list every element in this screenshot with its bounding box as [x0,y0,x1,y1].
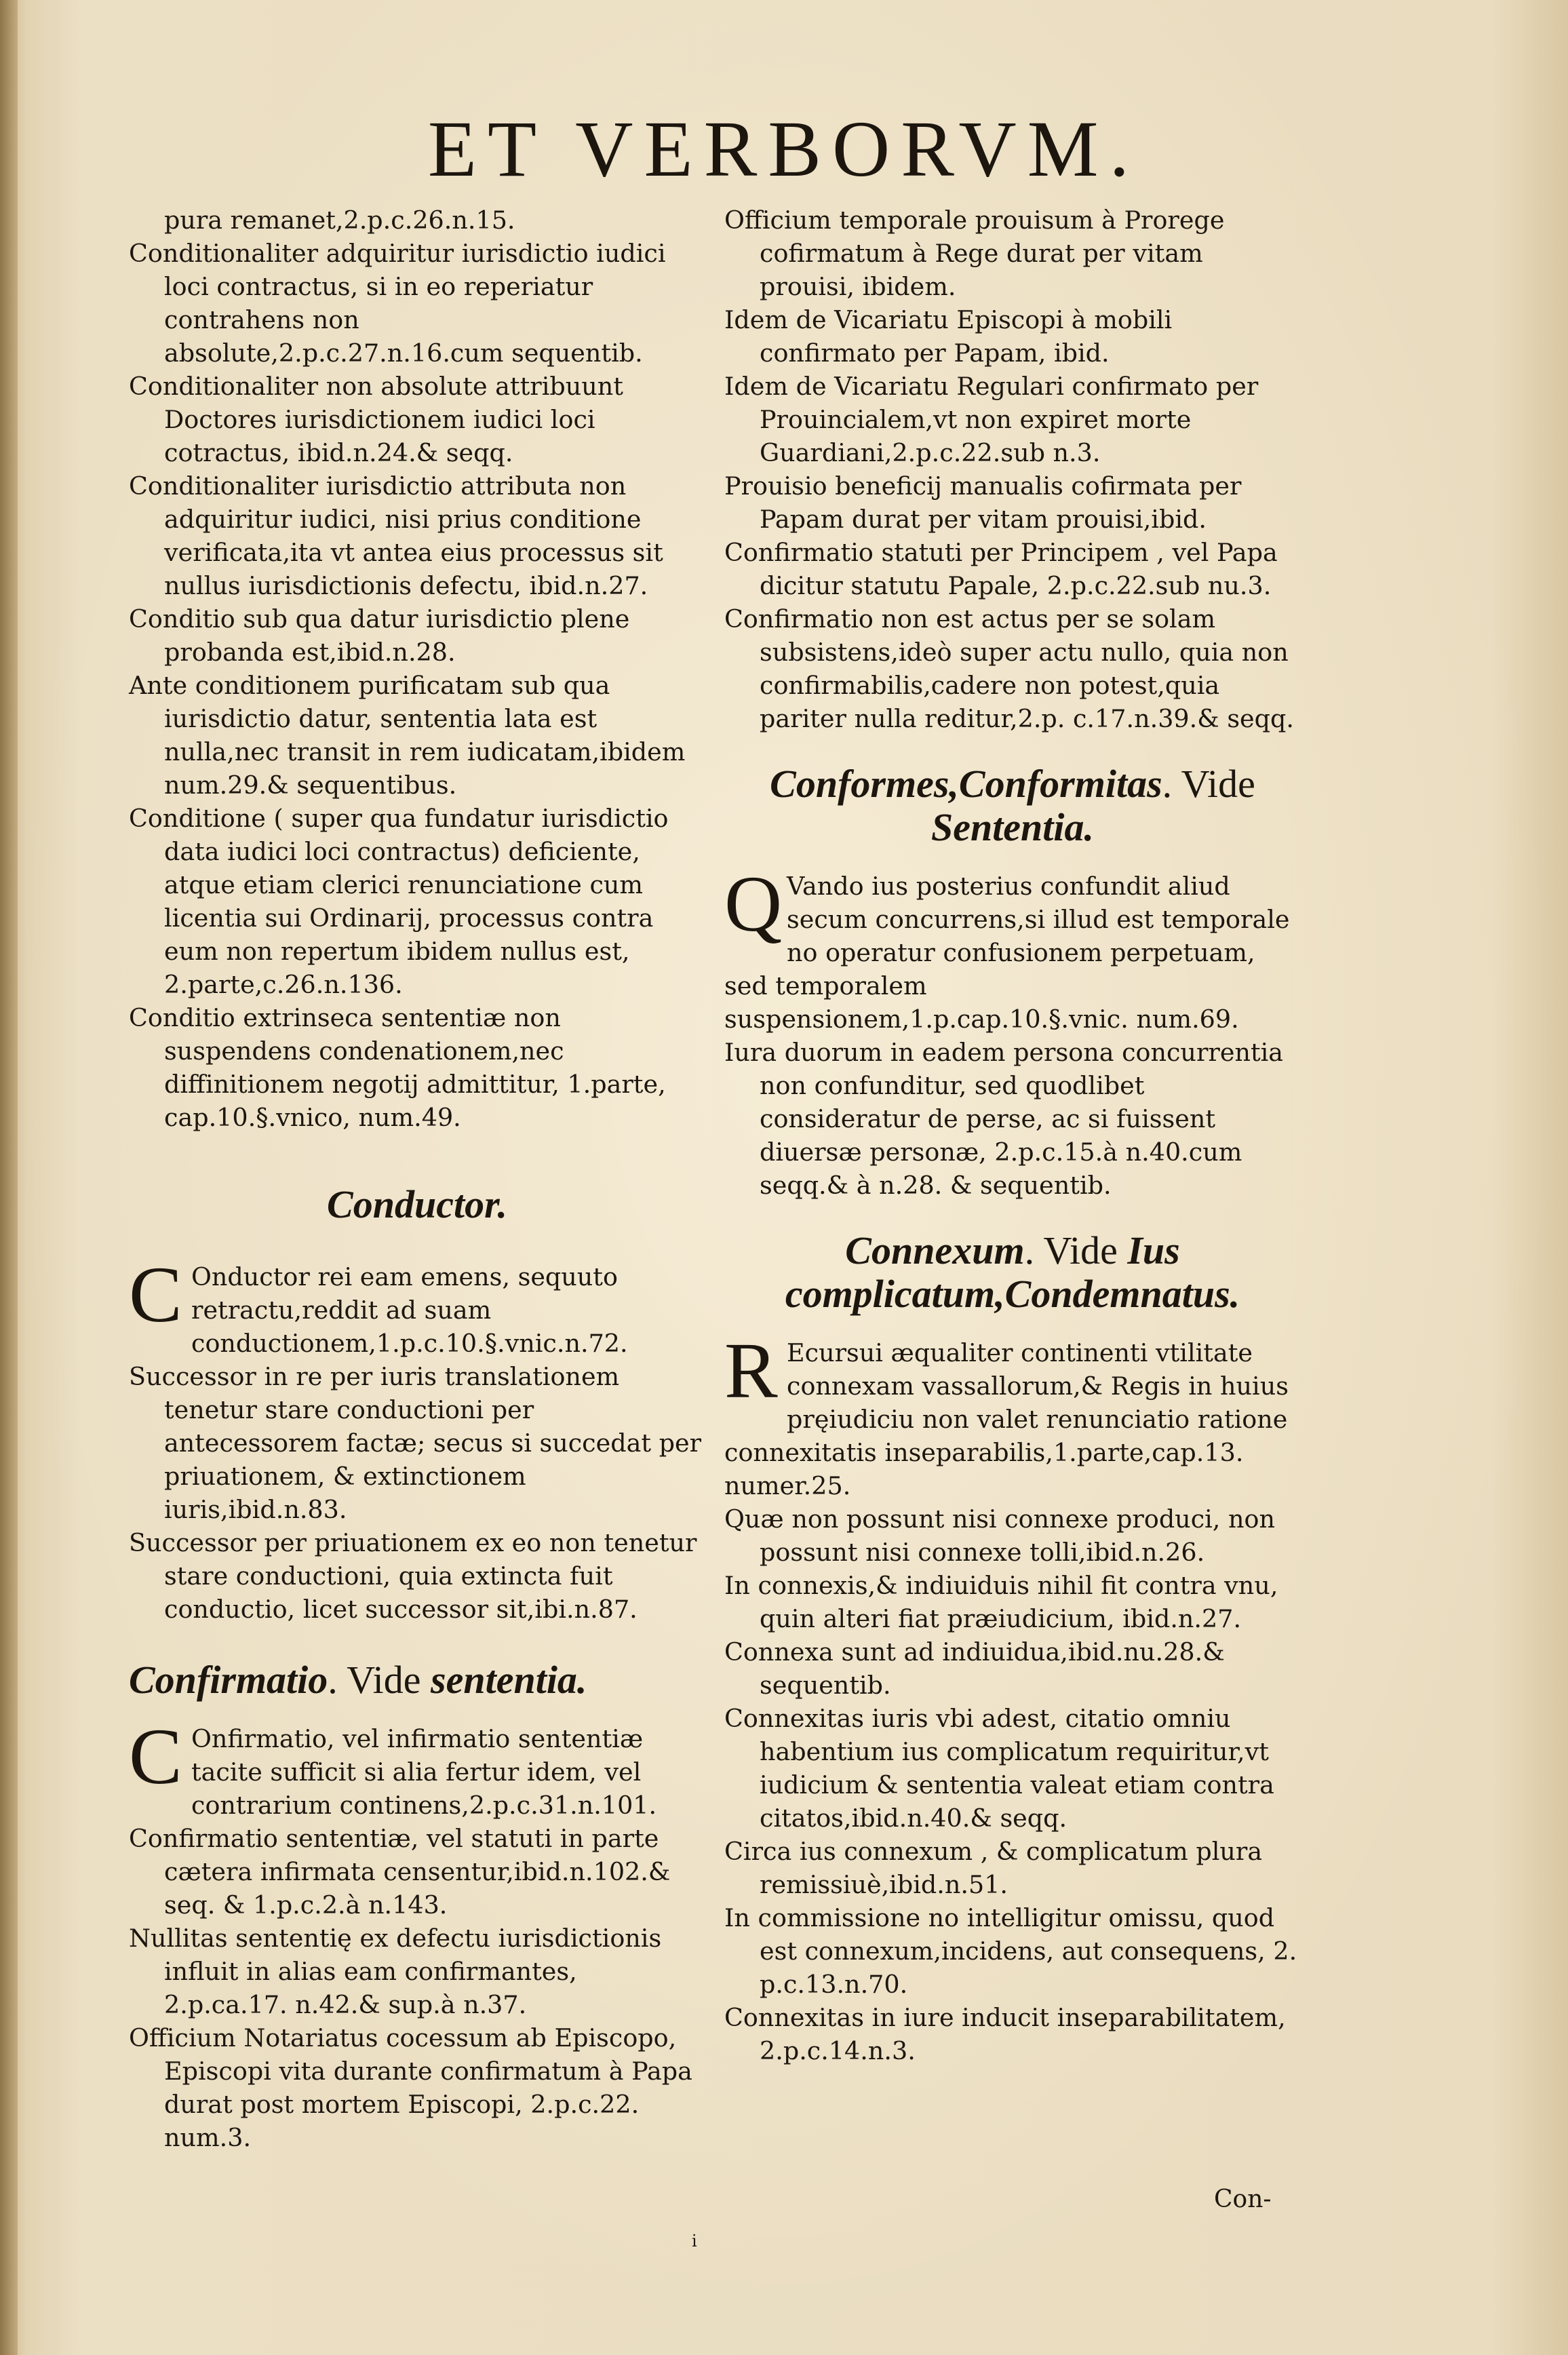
index-entry: In commissione no intelligitur omissu, quod est connexum,incidens, aut consequens, 2. p.c.13.n.70. [724,1903,1297,1999]
drop-cap: R [724,1326,778,1415]
index-entry: Conditio sub qua datur iurisdictio plene probanda est,ibid.n.28. [129,604,630,667]
heading-vide: . Vide [1024,1228,1128,1272]
heading-term: Confirmatio [129,1658,328,1702]
index-entry: Circa ius connexum , & complicatum plura remissiuè,ibid.n.51. [724,1837,1263,1899]
index-entry: Conditione ( super qua fundatur iurisdictio data iudici loci contractus) deficiente, atque etiam clerici renunciatione cum licentia sui Ordinarij, processus contra eum non repertum ibidem nullus est, 2.parte,c.26.n.136. [129,804,669,999]
index-entry: Quæ non possunt nisi connexe produci, non possunt nisi connexe tolli,ibid.n.26. [724,1504,1276,1567]
catchword: Con- [1214,2185,1272,2213]
index-entry: Successor in re per iuris translationem tenetur stare conductioni per antecessorem factæ; secus si succedat per priuationem, & extinctionem iuris,ibid.n.83. [129,1362,702,1524]
index-entry [724,1326,1301,1502]
heading-ref: sententia. [431,1658,587,1702]
index-entry: Officium Notariatus cocessum ab Episcopo, Episcopi vita durante confirmatum à Papa durat post mortem Episcopi, 2.p.c.22. num.3. [129,2023,692,2152]
right-column [724,203,1301,2067]
heading-vide: . Vide [1162,762,1255,806]
entry-text: Ecursui æqualiter continenti vtilitate connexam vassallorum,& Regis in huius pręiudiciu non valet renunciatio ratione connexitatis inseparabilis,1.parte,cap.13. numer.25. [724,1338,1289,1500]
index-entry: Idem de Vicariatu Regulari confirmato per Prouincialem,vt non expiret morte Guardiani,2.p.c.22.sub n.3. [724,372,1259,467]
index-entry: Connexa sunt ad indiuidua,ibid.nu.28.& sequentib. [724,1637,1225,1700]
index-entry: Confirmatio sententiæ, vel statuti in parte cætera infirmata censentur,ibid.n.102.& seq. & 1.p.c.2.à n.143. [129,1824,671,1920]
drop-cap: C [129,1250,182,1339]
heading-term: Connexum [845,1228,1025,1272]
index-entry: Idem de Vicariatu Episcopi à mobili confirmato per Papam, ibid. [724,305,1173,368]
heading-vide: . Vide [328,1658,431,1702]
entry-text: Onductor rei eam emens, sequuto retractu,reddit ad suam conductionem,1.p.c.10.§.vnic.n.72. [191,1262,628,1358]
index-entry: Connexitas in iure inducit inseparabilitatem, 2.p.c.14.n.3. [724,2003,1286,2065]
drop-cap: Q [724,859,783,948]
index-entry: Officium temporale prouisum à Prorege cofirmatum à Rege durat per vitam prouisi, ibidem. [724,206,1225,301]
index-entry: Confirmatio non est actus per se solam subsistens,ideò super actu nullo, quia non confirmabilis,cadere non potest,quia pariter nulla reditur,2.p. c.17.n.39.& seqq. [724,604,1294,733]
heading-ref: Ius complicatum,Condemnatus. [785,1228,1240,1316]
index-entry: Prouisio beneficij manualis cofirmata per Papam durat per vitam prouisi,ibid. [724,471,1242,534]
index-entry: Conditionaliter iurisdictio attributa non adquiritur iudici, nisi prius conditione verificata,ita vt antea eius processus sit nullus iurisdictionis defectu, ibid.n.27. [129,471,663,600]
heading-term: Conformes,Conformitas [770,762,1162,806]
index-entry: Iura duorum in eadem persona concurrentia non confunditur, sed quodlibet consideratur de perse, ac si fuissent diuersæ personæ, 2.p.c.15.à n.40.cum seqq.& à n.28. & sequentib. [724,1038,1284,1200]
entry-text: Vando ius posterius confundit aliud secum concurrens,si illud est temporale no operatur confusionem perpetuam, sed temporalem suspensionem,1.p.cap.10.§.vnic. num.69. [724,872,1290,1034]
section-heading-confirmatio [129,1658,705,1702]
drop-cap: C [129,1712,182,1801]
index-entry: In connexis,& indiuiduis nihil fit contra vnu, quin alteri fiat præiudicium, ibid.n.27. [724,1571,1278,1633]
left-column [129,203,705,2154]
index-entry [129,1250,705,1360]
index-entry: Successor per priuationem ex eo non tenetur stare conductioni, quia extincta fuit conductio, licet successor sit,ibi.n.87. [129,1528,697,1624]
index-entry: pura remanet,2.p.c.26.n.15. [164,206,515,235]
index-entry: Confirmatio statuti per Principem , vel Papa dicitur statutu Papale, 2.p.c.22.sub nu.3. [724,538,1278,600]
index-entry [129,1712,705,1822]
heading-term: Conductor. [327,1182,507,1226]
section-heading-connexum [724,1229,1301,1316]
index-entry: Conditionaliter adquiritur iurisdictio iudici loci contractus, si in eo reperiatur contrahens non absolute,2.p.c.27.n.16.cum sequentib. [129,239,666,368]
page-gutter [0,0,18,2355]
signature-mark: i [692,2232,697,2251]
index-entry: Connexitas iuris vbi adest, citatio omniu habentium ius complicatum requiritur,vt iudicium & sententia valeat etiam contra citatos,ibid.n.40.& seqq. [724,1704,1274,1833]
section-heading-conformes [724,762,1301,849]
index-entry [724,859,1301,1036]
running-header: ET VERBORVM. [427,104,1141,193]
section-heading-conductor [129,1183,705,1226]
entry-text: Onfirmatio, vel infirmatio sententiæ tacite sufficit si alia fertur idem, vel contrarium continens,2.p.c.31.n.101. [191,1724,657,1820]
heading-ref: Sententia. [930,805,1095,849]
index-entry: Ante conditionem purificatam sub qua iurisdictio datur, sententia lata est nulla,nec transit in rem iudicatam,ibidem num.29.& sequentibus. [129,671,686,800]
index-entry: Conditionaliter non absolute attribuunt Doctores iurisdictionem iudici loci cotractus, ibid.n.24.& seqq. [129,372,623,467]
index-entry: Conditio extrinseca sententiæ non suspendens condenationem,nec diffinitionem negotij admittitur, 1.parte, cap.10.§.vnico, num.49. [129,1003,666,1132]
index-entry: Nullitas sententię ex defectu iurisdictionis influit in alias eam confirmantes, 2.p.ca.17. n.42.& sup.à n.37. [129,1924,662,2019]
